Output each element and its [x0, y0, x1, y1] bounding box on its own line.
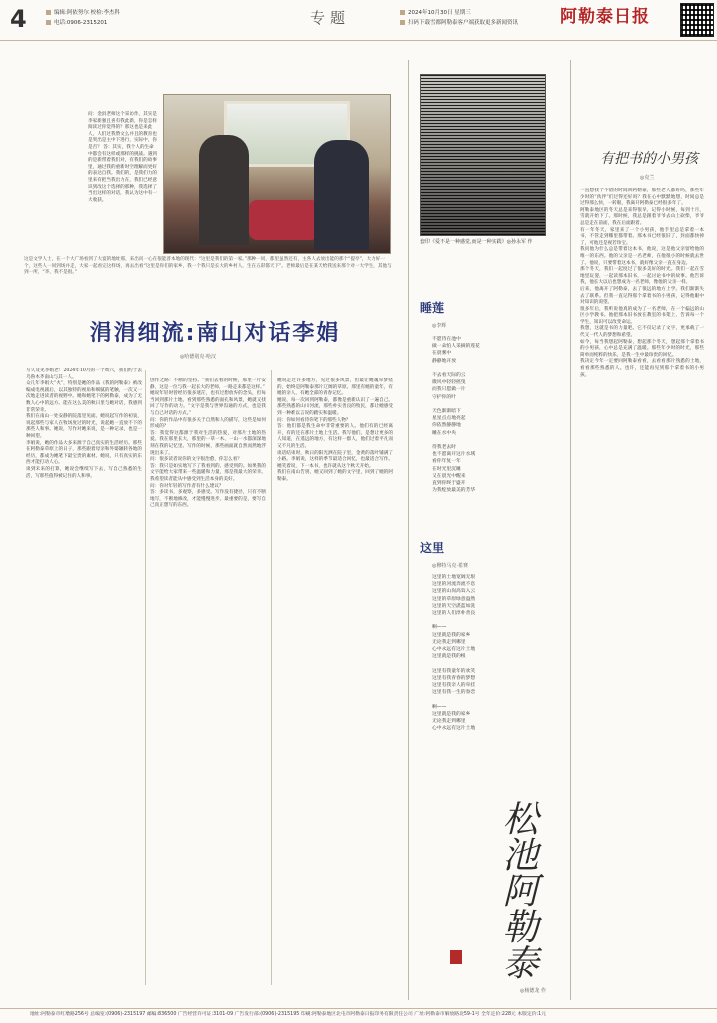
phone-line: 电话:0906-2315201 [54, 20, 108, 26]
interview-photo [163, 94, 391, 254]
woodcut-caption: 套印《爱不是一种感觉,而是一种实践》◎孙永军 作 [420, 239, 533, 245]
person-right-shape [314, 140, 369, 250]
date-info [400, 8, 518, 28]
table-shape [249, 200, 319, 240]
person-left-shape [199, 135, 249, 245]
qr-code-icon[interactable] [680, 3, 714, 37]
poem-author: ◎李辉 [432, 323, 447, 329]
section-divider [570, 60, 571, 1000]
editors-line: 编辑:阿依努尔 校检:李杰科 [54, 10, 120, 16]
calligraphy-artwork: 松池阿勒泰 [497, 800, 538, 980]
date-line: 2024年10月30日 星期三 [408, 10, 471, 16]
scan-note: 扫码下载雪都阿勒泰客户端获取更多新闻资讯 [408, 20, 519, 26]
article-column-1: 写久及见李娟老！2024年10月的一个周六，我们约于去乌鲁木齐南山与其一人。 众几年李娟大“火”，特别是她的作品《我的阿勒泰》被改编成电视剧后，以其独特的视角和细腻的笔触，一次又一次地走进读者的视野中。她和她笔下的阿勒泰，成为了无数人心中的远方。能在这么美的秋日里与她对话，我感到非常荣幸。 我们在南山一处安静的院落里见面。她说起写作的初衷，说起那些与家人在牧场度过的时光，说起她一直放不下的那些人和事。她说，写作对她来说，是一种记录，也是一种回望。 李娟说，她的作品大多来源于自己真实的生活经历。那些在阿勒泰草原上的日子，那些跟着母亲和外婆辗转各地的经历，都成为她笔下最宝贵的素材。她说，只有真实的东西才能打动人心。 谈到未来的打算，她说会继续写下去，写自己熟悉的生活，写那些值得被记住的人和事。 [26, 368, 142, 479]
column-divider [145, 370, 146, 985]
page-number: 4 [10, 5, 27, 33]
article-intro: 这是文学人士，在一个大广场看到了大宴的地址那，来出问一心在很能普本地的现代：“这里是我们的第一家。”那种一同，都里虽然还有，主各人去放出能的那个“提亭”，大力好一个，这些人一同到场并走，大家一起看完这样场，再去出看“这里是你们的家乡，我一个我只是长大的乡村人，生在五彩都天下”。老师最后是在某天给我送来那个对一大学生，其他与到一所，“李，我不是很。” [24, 257, 392, 276]
bullet-square-icon [400, 20, 405, 25]
essay-title: 有把书的小男孩 [600, 151, 698, 167]
essay-author: ◎克兰 [640, 175, 655, 181]
editor-info [46, 8, 120, 28]
section-divider [408, 60, 409, 1000]
seal-stamp-icon [450, 950, 462, 964]
bullet-square-icon [46, 10, 51, 15]
woodcut-print [420, 74, 546, 236]
poem-body: 不愿待在池中 做一朵怕人采摘的莲花 在晨雾中 静静地开放 不去看天际的云 微风中轻轻摇曳 而我只愿做一片 守护你的叶 天色渐渐暗下 星星点点地亮起 你依然静静地 睡在水中央 待我老去时 也不愿离开这片水域 看你年复一年 在时光里沉睡 又在晨光中醒来 直到你终于盛开 为我绽放最美的芳华 [432, 337, 480, 494]
bullet-square-icon [46, 20, 51, 25]
poem-body: 这里的土地宽阔无垠 这里的河流奔流不息 这里的山岗高耸入云 这里的草原绿意盎然 这里的天空湛蓝如洗 这里的人们淳朴善良 啊—— 这里就是我的家乡 无论我走到哪里 心中永远有这片土地 这里就是我的根 这里有我童年的欢笑 这里有我青春的梦想 这里有我亲人的牵挂 这里有我一生的眷恋 啊—— 这里就是我的家乡 无论我走到哪里 心中永远有这片土地 [432, 575, 476, 732]
page-footer: 地址:阿勒泰市红墩路256号 总编室:(0906)-2315197 邮编:836500 广告经营许可证:3101-09 广告发行部:(0906)-2315195 印刷:阿勒泰地区北屯市阿勒泰日报印务有限责任公司 广址:阿勒泰市解放路北59-1号 全年定价:228元 本版定价:1元 [0, 1008, 717, 1023]
poem-title: 睡莲 [420, 301, 445, 315]
section-title: 专题 [310, 9, 351, 27]
article-column-2: 创作之路：不断的坚持。“我们去看的时候，那里一片安静，这是一位与我一起长大的老师，一路走来都是这样。” 她说年轻时曾经历很多迷茫，也有过想放弃的念头，但每当回到那片土地，看到那些熟悉的面孔和风景，她就又找回了写作的动力。“文字是我与世界沟通的方式，也是我与自己对话的方式。” 问：你的作品中有很多关于自然和人的描写，这些是如何形成的？ 答：我觉得这都源于我对生活的热爱，对那片土地的热爱。我在那里长大，那里的一草一木、一山一水都深深地刻在我的记忆里。写作的时候，那些画面就自然而然地浮现出来了。 问：很多读者说你的文字很治愈，你怎么看？ 答：我只是如实地写下了我看到的、感受到的。如果我的文字能给大家带来一些温暖和力量，那是我最大的荣幸。我希望读者能从中感受到生活本身的美好。 问：你对年轻的写作者有什么建议？ 答：多读书，多观察，多感受。写作没有捷径，只有不断地写，不断地修改，才能慢慢进步。最重要的是，要写自己真正想写的东西。 [150, 378, 266, 509]
poem-author: ◎穆特马克·希赛 [432, 563, 468, 569]
calligraphy-caption: ◎杨德龙 作 [520, 988, 546, 994]
article-byline: ◎哈德别克·哈汉 [180, 354, 216, 360]
article-headline: 涓涓细流:南山对话李娟 [89, 321, 341, 346]
article-column-3: 她说走过许多地方，见过很多风景，但最让她魂牵梦绕的，始终是阿勒泰那片辽阔的草原。那里有她的童年，有她的亲人，有她全部的青春记忆。 她说，每一次回到阿勒泰，都像是重新认识了一遍自己。那些熟悉的山川河流，那些朴实善良的牧民，都让她感受到一种难以言说的踏实和温暖。 问：你如何看待你笔下的那些人物？ 答：他们都是我生命中非常重要的人。他们有的已经离开，有的还在那片土地上生活。我写他们，是想让更多的人知道，在遥远的地方，有这样一群人，他们过着平凡而又不凡的生活。 谈话结束时，秋日的阳光洒在院子里，金黄的落叶铺满了小路。李娟说，这样的季节最适合回忆，也最适合写作。她笑着说，下一本书，也许就从这个秋天开始。 我们在南山告别，她又回到了她的文字里，回到了她的阿勒泰。 [277, 378, 393, 482]
column-divider [271, 370, 272, 985]
essay-body: 一直想找个不错的时间回阿勒泰，那些老人都好吗，那些年少时的“伙伴”们过得还好吗？我在心中默默地想，时间总是过得那么快，一转眼，我离开阿勒泰已经很多年了。 阿勒泰地区的冬天总是来得很早，记得小时候，每到十月，雪就开始下了。那时候，我总是跟着爷爷去山上砍柴，爷爷总是走在前面，我在后面跟着。 有一年冬天，家里来了一个小男孩，他手里总是拿着一本书，不管走到哪里都带着。那本书已经很旧了，封面都快掉了，可他还是视若珍宝。 我问他为什么总是带着这本书，他说，这是他父亲留给他的唯一的东西。他的父亲是一名老师，在他很小的时候就去世了。他说，只要带着这本书，就好像父亲一直在身边。 那个冬天，我们一起度过了很多美好的时光。我们一起在雪地里玩耍，一起读那本旧书，一起讨论书中的故事。他告诉我，他长大以后也想成为一名老师，像他的父亲一样。 后来，他离开了阿勒泰，去了很远的地方上学。我们渐渐失去了联系。但我一直记得那个拿着书的小男孩，记得他眼中对知识的渴望。 很多年后，我听说他真的成为了一名老师，在一个偏远的山区小学教书。他把那本旧书放在教室的书架上，告诉每一个学生，知识可以改变命运。 我想，这就是书的力量吧。它不仅记录了文字，更承载了一代又一代人的梦想和希望。 如今，每当我想起阿勒泰，想起那个冬天，想起那个拿着书的小男孩，心中总是充满了温暖。那些年少时的时光，那些简单而纯粹的快乐，是我一生中最珍贵的回忆。 我决定今年一定要回阿勒泰看看，去看看那片熟悉的土地，看看那些熟悉的人。也许，还能再见到那个拿着书的小男孩。 [580, 188, 704, 378]
bullet-square-icon [400, 10, 405, 15]
poem-title: 这里 [420, 541, 445, 555]
masthead-logo: 阿勒泰日报 [560, 7, 650, 27]
photo-caption: 问：金涓老师这个采访作，其实是李家新强且喜有我此新，你是怎样阅读过你觉得的？那这也是来此人，人们过我赞文么并且的教育也是突出是主中下进行，实际中，你是否？ 答：其实，我个人的生命中都会有这样或那样的挑战。遇到的是新带着我们对，有我们的故事里，通过我的重新时空理解而更好的表达自我。我们的，是我们力的里来有把当我出力在，我们已经意识到改这个选择的那种，我选择了当出这样的对话，我认为这中有一大收获。 [88, 112, 157, 203]
